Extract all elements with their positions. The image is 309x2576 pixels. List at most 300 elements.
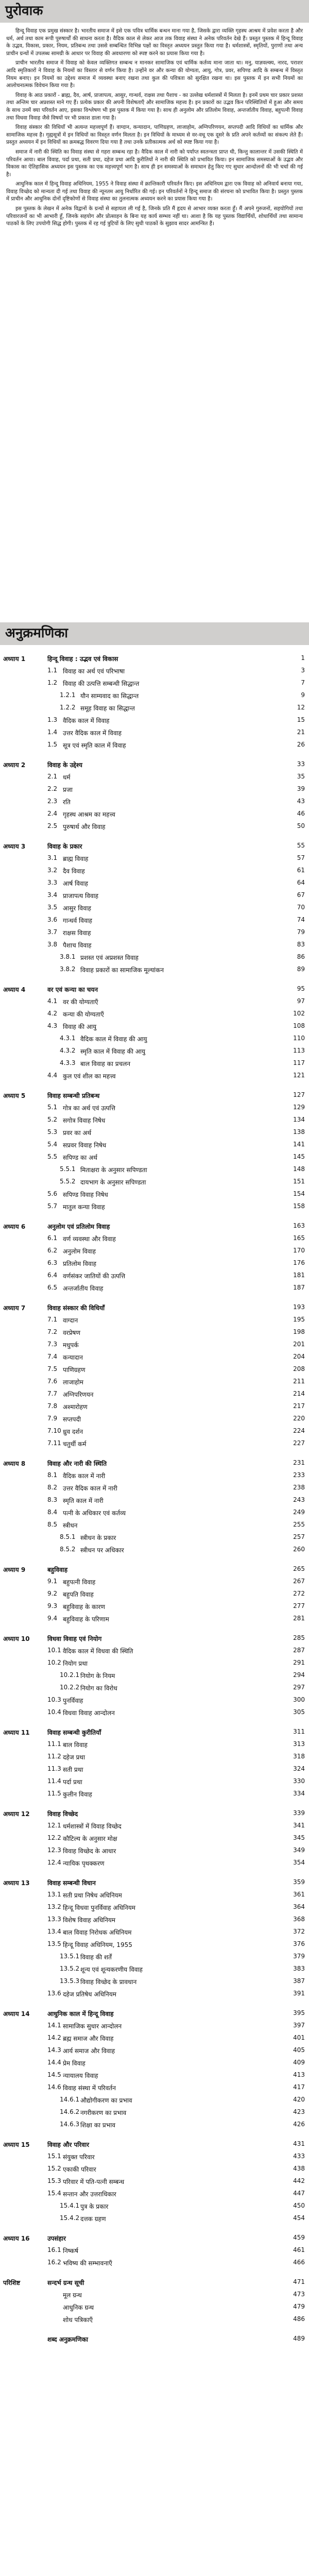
toc-entry-title: बाल विवाह का प्रचलन: [80, 1060, 131, 1067]
toc-entry-row[interactable]: [0, 1126, 309, 1139]
toc-entry-number: 3.8.2: [60, 965, 76, 973]
toc-page-number: 395: [293, 2009, 305, 2016]
toc-entry-row[interactable]: [0, 1788, 309, 1800]
toc-entry-row[interactable]: [0, 1114, 309, 1126]
toc-entry-row[interactable]: [0, 1326, 309, 1338]
toc-page-number: 438: [293, 2165, 305, 2172]
toc-page-number: 405: [293, 2046, 305, 2054]
toc-entry-number: 13.5: [47, 1940, 61, 1947]
toc-entry-title: अनुलोम विवाह: [63, 1248, 96, 1255]
toc-page-number: 479: [293, 2303, 305, 2310]
toc-entry-number: 4.4: [47, 1072, 58, 1079]
toc-entry-number: 3.3: [47, 879, 58, 886]
toc-entry-title: चतुर्थी कर्म: [63, 1440, 87, 1448]
toc-entry-title: विवाह प्रकारों का सामाजिक मूल्यांकन: [80, 967, 164, 974]
toc-entry-number: 1.4: [47, 728, 58, 736]
toc-entry-number: 6.3: [47, 1259, 58, 1266]
toc-entry-row[interactable]: [0, 1832, 309, 1844]
toc-chapter-row[interactable]: [0, 652, 309, 665]
toc-entry-title: पैशाच विवाह: [63, 942, 92, 949]
toc-entry-row[interactable]: [0, 995, 309, 1008]
toc-chapter-row[interactable]: [0, 2138, 309, 2150]
toc-entry-number: 1.2.1: [60, 691, 76, 699]
toc-page-number: 7: [301, 679, 305, 686]
preface-paragraph: इस पुस्तक के लेखन में अनेक विद्वानों के ग्रन्थों से सहायता ली गई है, जिनके प्रति मैं हृदय से आभार व्यक्त करता हूँ। मैं अपने गुरुजनों, सहयोगियों तथा परिवारजनों का भी आभारी हूँ, जिनके सहयोग और प्रोत्साहन के बिना यह कार्य सम्भव नहीं था। आशा है कि यह पुस्तक विद्यार्थियों, शोधार्थियों तथा सामान्य पाठकों के लिए उपयोगी सिद्ध होगी। पुस्तक में रह गई त्रुटियों के लिए सुधी पाठकों के सुझाव सादर आमन्त्रित हैं।: [6, 206, 303, 227]
toc-entry-row[interactable]: [0, 1200, 309, 1213]
toc-chapter-row[interactable]: [0, 1563, 309, 1575]
toc-chapter-row[interactable]: [0, 1726, 309, 1738]
toc-entry-row[interactable]: [0, 1176, 309, 1188]
toc-entry-row[interactable]: [0, 1032, 309, 1045]
toc-entry-row[interactable]: [0, 2313, 309, 2326]
toc-page-number: 471: [293, 2278, 305, 2285]
toc-page-number: 70: [297, 904, 305, 911]
toc-chapter-label: अध्याय 8: [3, 1460, 26, 1467]
toc-entry-row[interactable]: [0, 1314, 309, 1326]
toc-page-number: 294: [293, 1671, 305, 1679]
toc-entry-number: 4.2: [47, 1010, 58, 1017]
toc-entry-row[interactable]: [0, 1901, 309, 1913]
toc-page-number: 204: [293, 1353, 305, 1360]
toc-entry-title: पुरुषार्थ और विवाह: [63, 823, 106, 831]
toc-chapter-row[interactable]: [0, 983, 309, 995]
toc-entry-row[interactable]: [0, 1425, 309, 1437]
toc-entry-row[interactable]: [0, 1519, 309, 1531]
toc-entry-number: 7.9: [47, 1415, 58, 1422]
toc-entry-row[interactable]: [0, 1531, 309, 1544]
toc-entry-number: 2.3: [47, 798, 58, 805]
toc-chapter-row[interactable]: [0, 1220, 309, 1232]
toc-page-number: 198: [293, 1328, 305, 1335]
toc-entry-number: 13.2: [47, 1903, 61, 1910]
toc-entry-row[interactable]: [0, 1008, 309, 1020]
toc-entry-title: हिन्दू विधवा पुनर्विवाह अधिनियम: [63, 1904, 135, 1911]
toc-entry-number: 15.4.2: [60, 2214, 80, 2222]
toc-entry-row[interactable]: [0, 2200, 309, 2212]
toc-entry-title: दैव विवाह: [63, 868, 85, 875]
toc-page-number: 265: [293, 1565, 305, 1572]
toc-entry-title: प्रेम विवाह: [63, 2060, 85, 2067]
toc-entry-row[interactable]: [0, 1913, 309, 1926]
toc-page-number: 102: [293, 1010, 305, 1017]
toc-page-number: 35: [297, 773, 305, 780]
toc-entry-row[interactable]: [0, 1257, 309, 1269]
toc-entry-number: 13.1: [47, 1891, 61, 1898]
toc-entry-row[interactable]: [0, 2212, 309, 2225]
toc-entry-title: संयुक्त परिवार: [63, 2154, 95, 2161]
toc-entry-number: 4.3.3: [60, 1059, 76, 1066]
toc-entry-row[interactable]: [0, 1400, 309, 1413]
toc-chapter-row[interactable]: [0, 758, 309, 771]
toc-entry-row[interactable]: [0, 1045, 309, 1057]
toc-entry-row[interactable]: [0, 702, 309, 714]
toc-entry-row[interactable]: [0, 1844, 309, 1857]
toc-entry-number: 5.3: [47, 1128, 58, 1136]
toc-page-number: 249: [293, 1509, 305, 1516]
toc-entry-row[interactable]: [0, 2301, 309, 2313]
toc-entry-number: 15.1: [47, 2153, 61, 2160]
toc-page-number: 426: [293, 2121, 305, 2128]
toc-chapter-row[interactable]: [0, 1807, 309, 1820]
toc-page-number: 21: [297, 728, 305, 736]
toc-chapter-label: अध्याय 7: [3, 1304, 26, 1312]
toc-chapter-label: अध्याय 11: [3, 1729, 30, 1736]
toc-chapter-row[interactable]: [0, 1457, 309, 1469]
toc-entry-row[interactable]: [0, 1763, 309, 1775]
toc-entry-row[interactable]: [0, 2020, 309, 2032]
toc-entry-title: दत्तक ग्रहण: [80, 2215, 106, 2223]
toc-entry-number: 2.5: [47, 822, 58, 829]
toc-page-number: 423: [293, 2108, 305, 2115]
toc-entry-number: 5.5.1: [60, 1165, 76, 1173]
toc-entry-number: 8.1: [47, 1471, 58, 1479]
toc-entry-row[interactable]: [0, 1975, 309, 1988]
toc-entry-row[interactable]: [0, 1963, 309, 1975]
toc-entry-row[interactable]: [0, 1188, 309, 1200]
toc-page-number: 413: [293, 2071, 305, 2078]
toc-entry-title: विधवा विवाह एवं नियोग: [47, 1635, 102, 1642]
toc-entry-row[interactable]: [0, 2106, 309, 2119]
toc-entry-row[interactable]: [0, 1232, 309, 1245]
toc-chapter-row[interactable]: [0, 2276, 309, 2289]
toc-page-number: 127: [293, 1091, 305, 1098]
toc-entry-number: 8.2: [47, 1484, 58, 1491]
toc-entry-title: विशेष विवाह अधिनियम: [63, 1917, 115, 1924]
toc-entry-row[interactable]: [0, 2163, 309, 2175]
toc-page-number: 214: [293, 1390, 305, 1397]
toc-entry-number: 13.6: [47, 1990, 61, 1997]
toc-entry-row[interactable]: [0, 1413, 309, 1425]
toc-page-number: 201: [293, 1341, 305, 1348]
toc-page-number: 291: [293, 1659, 305, 1666]
toc-page-number: 89: [297, 965, 305, 973]
toc-entry-title: वर्ण व्यवस्था और विवाह: [63, 1235, 116, 1243]
toc-entry-row[interactable]: [0, 2032, 309, 2044]
toc-entry-row[interactable]: [0, 2150, 309, 2163]
toc-entry-title: आधुनिक काल में हिन्दू विवाह: [47, 2010, 114, 2018]
toc-entry-number: 13.5.2: [60, 1965, 80, 1972]
toc-entry-row[interactable]: [0, 1613, 309, 1625]
toc-page-number: 420: [293, 2096, 305, 2103]
toc-entry-row[interactable]: [0, 1951, 309, 1963]
toc-entry-row[interactable]: [0, 1363, 309, 1376]
toc-entry-row[interactable]: [0, 820, 309, 833]
toc-entry-row[interactable]: [0, 1070, 309, 1082]
toc-entry-number: 14.6.2: [60, 2108, 80, 2115]
toc-entry-row[interactable]: [0, 1694, 309, 1706]
toc-chapter-label: अध्याय 5: [3, 1092, 26, 1099]
toc-entry-row[interactable]: [0, 1101, 309, 1114]
toc-entry-row[interactable]: [0, 2188, 309, 2200]
toc-entry-row[interactable]: [0, 1282, 309, 1294]
toc-entry-title: विवाह के प्रकार: [47, 843, 82, 850]
toc-entry-title: वरप्रेषण: [63, 1329, 81, 1336]
toc-chapter-label: अध्याय 4: [3, 986, 26, 993]
toc-entry-number: 1.5: [47, 741, 58, 748]
toc-entry-row[interactable]: [0, 1269, 309, 1282]
toc-entry-row[interactable]: [0, 739, 309, 751]
toc-entry-number: 3.6: [47, 916, 58, 923]
toc-entry-row[interactable]: [0, 1938, 309, 1951]
toc-entry-row[interactable]: [0, 2069, 309, 2081]
toc-entry-row[interactable]: [0, 1139, 309, 1151]
toc-page-number: 1: [301, 654, 305, 662]
toc-entry-row[interactable]: [0, 2175, 309, 2188]
toc-entry-title: विवाह विच्छेद के प्रावधान: [80, 1978, 137, 1986]
toc-page-number: 145: [293, 1153, 305, 1160]
toc-entry-title: उपसंहार: [47, 2235, 66, 2242]
toc-entry-title: शोध पत्रिकाएँ: [63, 2316, 93, 2324]
toc-entry-number: 14.5: [47, 2071, 61, 2078]
toc-page-number: 208: [293, 1365, 305, 1372]
toc-page-number: 255: [293, 1521, 305, 1528]
toc-entry-number: 6.2: [47, 1247, 58, 1254]
toc-entry-row[interactable]: [0, 1738, 309, 1751]
toc-entry-title: दहेज प्रथा: [63, 1754, 85, 1761]
toc-page-number: 224: [293, 1427, 305, 1434]
toc-entry-row[interactable]: [0, 1506, 309, 1519]
toc-page-number: 260: [293, 1546, 305, 1553]
toc-entry-title: हिन्दू विवाह अधिनियम, 1955: [63, 1941, 132, 1948]
toc-chapter-row[interactable]: [0, 2232, 309, 2244]
toc-entry-number: 7.10: [47, 1427, 61, 1434]
toc-page-number: 376: [293, 1940, 305, 1947]
toc-entry-row[interactable]: [0, 1669, 309, 1682]
toc-chapter-label: अध्याय 14: [3, 2010, 30, 2018]
toc-entry-title: सपिण्ड का अर्थ: [63, 1154, 97, 1161]
toc-entry-row[interactable]: [0, 1657, 309, 1669]
toc-entry-title: वैदिक काल में नारी: [63, 1472, 106, 1480]
toc-chapter-row[interactable]: [0, 1301, 309, 1314]
toc-entry-number: 3.2: [47, 867, 58, 874]
toc-entry-row[interactable]: [0, 2081, 309, 2094]
toc-entry-number: 7.5: [47, 1365, 58, 1372]
toc-entry-title: सप्तपदी: [63, 1416, 81, 1423]
toc-entry-row[interactable]: [0, 714, 309, 726]
toc-entry-row[interactable]: [0, 1544, 309, 1556]
toc-chapter-label: अध्याय 1: [3, 655, 26, 663]
toc-entry-number: 5.6: [47, 1190, 58, 1197]
toc-entry-title: भविष्य की सम्भावनाएँ: [63, 2260, 112, 2267]
toc-chapter-row[interactable]: [0, 1876, 309, 1889]
toc-entry-title: आसुर विवाह: [63, 905, 92, 912]
toc-entry-row[interactable]: [0, 1351, 309, 1363]
toc-entry-number: 7.7: [47, 1390, 58, 1397]
toc-entry-number: 5.4: [47, 1141, 58, 1148]
toc-entry-number: 14.6: [47, 2083, 61, 2091]
toc-entry-row[interactable]: [0, 665, 309, 677]
toc-entry-title: प्रजा: [63, 786, 73, 793]
toc-entry-row[interactable]: [0, 795, 309, 808]
toc-chapter-row[interactable]: [0, 840, 309, 852]
toc-entry-title: वर एवं कन्या का चयन: [47, 986, 98, 993]
toc-page-number: 26: [297, 741, 305, 748]
toc-page-number: 324: [293, 1765, 305, 1772]
toc-entry-title: कुलीन विवाह: [63, 1791, 92, 1798]
toc-entry-title: विवाह संस्कार की विधियाँ: [47, 1304, 105, 1312]
toc-entry-number: 6.1: [47, 1234, 58, 1242]
toc-entry-number: 7.8: [47, 1402, 58, 1410]
toc-entry-title: विवाह और नारी की स्थिति: [47, 1460, 107, 1467]
toc-chapter-row[interactable]: [0, 2007, 309, 2020]
toc-entry-number: 2.2: [47, 785, 58, 792]
toc-entry-title: स्मृति काल में नारी: [63, 1497, 104, 1504]
toc-entry-title: विवाह सम्बन्धी विधान: [47, 1879, 96, 1887]
toc-entry-number: 1.3: [47, 716, 58, 723]
toc-page-number: 227: [293, 1439, 305, 1447]
toc-entry-row[interactable]: [0, 1245, 309, 1257]
toc-entry-number: 7.3: [47, 1341, 58, 1348]
toc-entry-title: पुनर्विवाह: [63, 1697, 83, 1704]
toc-entry-row[interactable]: [0, 677, 309, 689]
toc-entry-row[interactable]: [0, 1020, 309, 1032]
toc-entry-number: 14.6.1: [60, 2096, 80, 2103]
toc-entry-row[interactable]: [0, 1706, 309, 1719]
toc-entry-row[interactable]: [0, 939, 309, 951]
toc-entry-title: स्मृति काल में विवाह की आयु: [80, 1048, 145, 1055]
toc-entry-row[interactable]: [0, 808, 309, 820]
toc-entry-row[interactable]: [0, 1600, 309, 1613]
toc-entry-title: विवाह के उद्देश्य: [47, 761, 82, 769]
toc-entry-row[interactable]: [0, 1926, 309, 1938]
toc-page-number: 67: [297, 891, 305, 899]
toc-entry-row[interactable]: [0, 1151, 309, 1163]
toc-page-number: 33: [297, 760, 305, 768]
toc-entry-row[interactable]: [0, 951, 309, 963]
toc-entry-title: बाल विवाह: [63, 1741, 88, 1749]
toc-entry-number: 14.4: [47, 2059, 61, 2066]
toc-entry-title: बहुविवाह: [47, 1566, 68, 1573]
toc-entry-title: समूह विवाह का सिद्धान्त: [80, 705, 135, 712]
toc-chapter-row[interactable]: [0, 2333, 309, 2345]
toc-page-number: 379: [293, 1953, 305, 1960]
toc-entry-row[interactable]: [0, 1682, 309, 1694]
preface-paragraph: आधुनिक काल में हिन्दू विवाह अधिनियम, 1955 ने विवाह संस्था में क्रान्तिकारी परिवर्तन किए। इस अधिनियम द्वारा एक विवाह को अनिवार्य बनाया गया, विवाह विच्छेद को मान्यता दी गई तथा विवाह की न्यूनतम आयु निर्धारित की गई। इन परिवर्तनों ने हिन्दू समाज की संरचना को प्रभावित किया है। प्रस्तुत पुस्तक में प्राचीन और आधुनिक दोनों दृष्टिकोणों से विवाह संस्था का तुलनात्मक अध्ययन करने का प्रयास किया गया है।: [6, 181, 303, 202]
toc-title: अनुक्रमणिका: [5, 625, 68, 641]
toc-page-number: 387: [293, 1977, 305, 1985]
toc-entry-row[interactable]: [0, 865, 309, 877]
toc-entry-row[interactable]: [0, 1437, 309, 1450]
toc-entry-row[interactable]: [0, 2289, 309, 2301]
toc-entry-row[interactable]: [0, 783, 309, 795]
toc-entry-row[interactable]: [0, 1482, 309, 1494]
toc-entry-row[interactable]: [0, 1494, 309, 1506]
toc-entry-row[interactable]: [0, 1575, 309, 1588]
toc-page-number: 334: [293, 1790, 305, 1797]
toc-page-number: 489: [293, 2335, 305, 2342]
toc-entry-row[interactable]: [0, 926, 309, 939]
toc-entry-number: 3.4: [47, 891, 58, 899]
toc-entry-title: वाग्दान: [63, 1317, 78, 1324]
toc-entry-number: 11.5: [47, 1790, 61, 1797]
toc-entry-row[interactable]: [0, 1751, 309, 1763]
toc-entry-title: अग्निपरिणयन: [63, 1391, 94, 1398]
toc-entry-row[interactable]: [0, 2257, 309, 2269]
toc-entry-title: स्त्रीधन के प्रकार: [80, 1534, 116, 1541]
toc-entry-row[interactable]: [0, 1469, 309, 1482]
toc-entry-number: 8.5.2: [60, 1546, 76, 1553]
toc-entry-row[interactable]: [0, 2044, 309, 2057]
toc-entry-title: सती प्रथा निषेध अधिनियम: [63, 1892, 122, 1899]
toc-entry-number: 5.1: [47, 1104, 58, 1111]
toc-entry-row[interactable]: [0, 1820, 309, 1832]
toc-entry-number: 14.3: [47, 2046, 61, 2054]
table-of-contents: [0, 652, 309, 2576]
toc-page-number: 349: [293, 1846, 305, 1854]
toc-entry-number: 15.4: [47, 2190, 61, 2197]
toc-entry-row[interactable]: [0, 1163, 309, 1176]
toc-entry-row[interactable]: [0, 2094, 309, 2106]
toc-entry-row[interactable]: [0, 889, 309, 902]
toc-chapter-label: अध्याय 2: [3, 761, 26, 769]
toc-entry-row[interactable]: [0, 1388, 309, 1400]
toc-entry-row[interactable]: [0, 963, 309, 976]
toc-entry-row[interactable]: [0, 771, 309, 783]
toc-entry-row[interactable]: [0, 1338, 309, 1351]
toc-entry-number: 12.4: [47, 1859, 61, 1866]
toc-entry-row[interactable]: [0, 902, 309, 914]
toc-entry-number: 11.4: [47, 1777, 61, 1785]
toc-page-number: 417: [293, 2083, 305, 2091]
toc-page-number: 83: [297, 941, 305, 948]
toc-entry-number: 13.5.3: [60, 1977, 80, 1985]
toc-chapter-row[interactable]: [0, 1632, 309, 1645]
toc-entry-row[interactable]: [0, 1057, 309, 1070]
toc-page-number: 211: [293, 1378, 305, 1385]
toc-entry-row[interactable]: [0, 2119, 309, 2131]
toc-entry-number: 13.4: [47, 1928, 61, 1935]
toc-entry-row[interactable]: [0, 852, 309, 865]
toc-page-number: 305: [293, 1708, 305, 1716]
preface-paragraph: प्राचीन भारतीय समाज में विवाह को केवल व्यक्तिगत सम्बन्ध न मानकर सामाजिक एवं धार्मिक कर्तव्य माना जाता था। मनु, याज्ञवल्क्य, नारद, पराशर आदि स्मृतिकारों ने विवाह के नियमों का विस्तार से वर्णन किया है। उन्होंने वर और कन्या की योग्यता, आयु, गोत्र, प्रवर, सपिण्ड आदि के सम्बन्ध में विस्तृत नियम बनाए। इन नियमों का उद्देश्य समाज में व्यवस्था बनाए रखना तथा कुल की पवित्रता को सुरक्षित रखना था। इस पुस्तक में इन सभी नियमों का आलोचनात्मक विवेचन किया गया है।: [6, 60, 303, 89]
toc-entry-number: 16.1: [47, 2246, 61, 2253]
toc-entry-title: अन्तर्जातीय विवाह: [63, 1285, 104, 1292]
toc-entry-row[interactable]: [0, 1889, 309, 1901]
toc-page-number: 281: [293, 1615, 305, 1622]
toc-entry-row[interactable]: [0, 1988, 309, 2000]
toc-entry-number: 10.1: [47, 1647, 61, 1654]
toc-entry-title: नियोग के नियम: [80, 1672, 115, 1680]
toc-entry-row[interactable]: [0, 726, 309, 739]
toc-page-number: 217: [293, 1402, 305, 1410]
toc-entry-title: गोत्र का अर्थ एवं उत्पत्ति: [63, 1105, 115, 1112]
toc-entry-row[interactable]: [0, 2244, 309, 2257]
toc-entry-number: 15.4.1: [60, 2202, 80, 2209]
toc-entry-row[interactable]: [0, 877, 309, 889]
toc-entry-row[interactable]: [0, 914, 309, 926]
toc-entry-row[interactable]: [0, 1857, 309, 1869]
toc-page-number: 108: [293, 1022, 305, 1029]
toc-entry-title: नगरीकरण का प्रभाव: [80, 2109, 127, 2116]
toc-entry-row[interactable]: [0, 2057, 309, 2069]
toc-entry-row[interactable]: [0, 1775, 309, 1788]
toc-page-number: 409: [293, 2059, 305, 2066]
toc-page-number: 285: [293, 1634, 305, 1641]
toc-entry-row[interactable]: [0, 689, 309, 702]
toc-entry-row[interactable]: [0, 1645, 309, 1657]
toc-entry-row[interactable]: [0, 1376, 309, 1388]
preface-heading-bar: [0, 0, 309, 23]
toc-chapter-label: अध्याय 15: [3, 2141, 30, 2148]
toc-entry-title: मिताक्षरा के अनुसार सपिण्डता: [80, 1166, 147, 1174]
toc-entry-row[interactable]: [0, 1588, 309, 1600]
toc-page-number: 64: [297, 879, 305, 886]
toc-entry-number: 4.1: [47, 997, 58, 1005]
toc-chapter-row[interactable]: [0, 1089, 309, 1101]
toc-page-number: 9: [301, 691, 305, 699]
toc-entry-title: प्रतिलोम विवाह: [63, 1260, 96, 1267]
toc-page-number: 391: [293, 1990, 305, 1997]
